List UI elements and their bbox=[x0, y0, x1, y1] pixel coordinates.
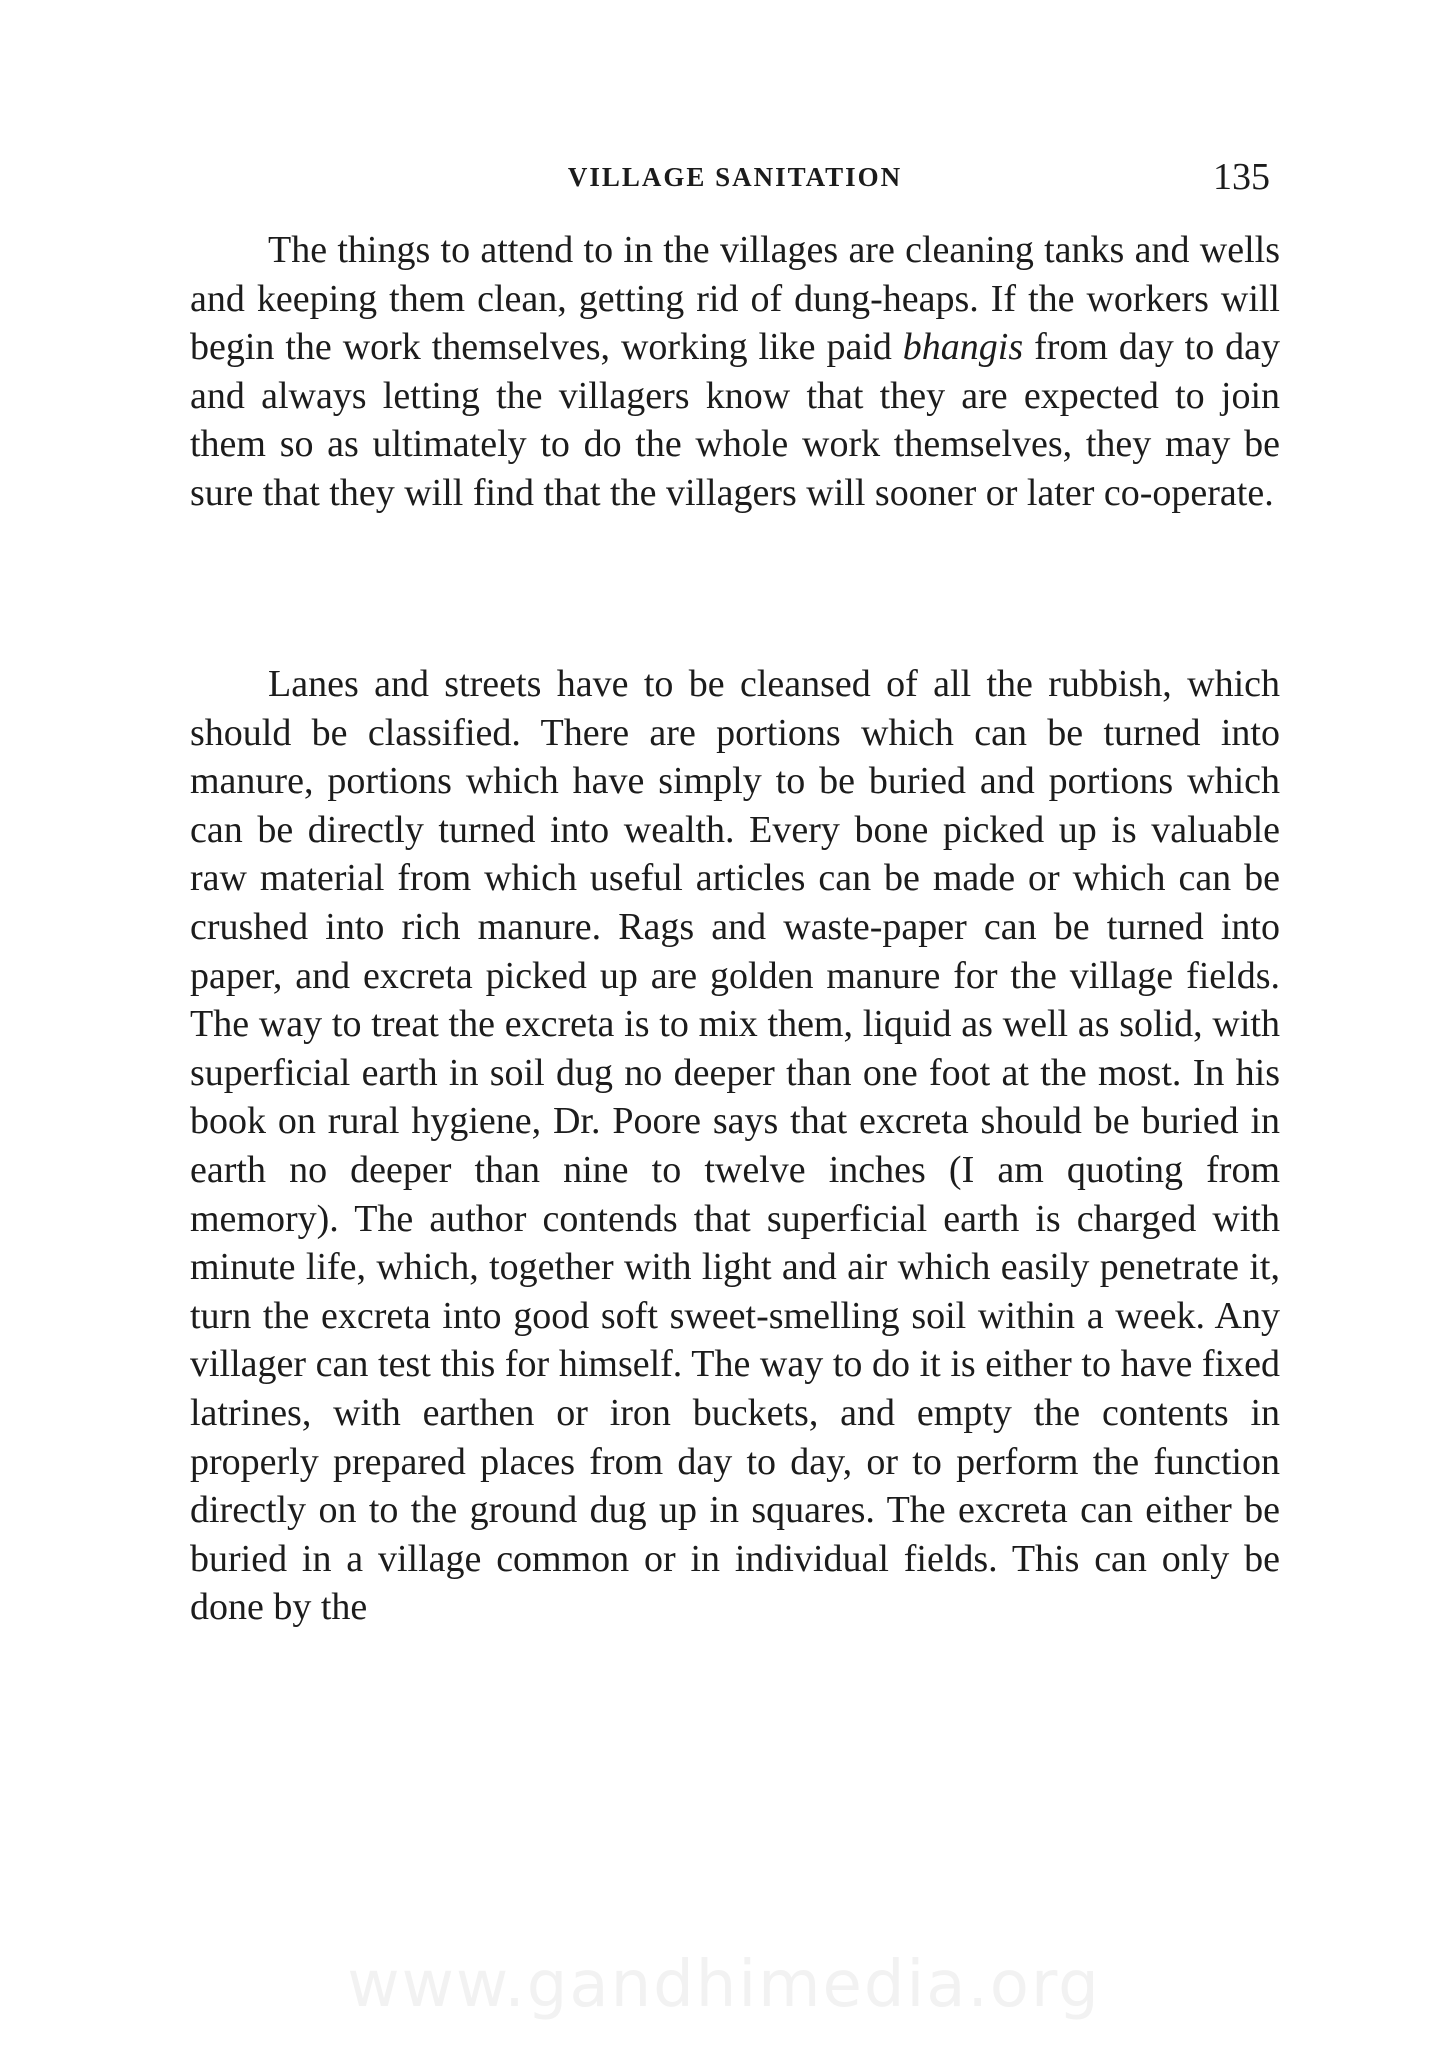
page-number: 135 bbox=[1213, 156, 1270, 198]
paragraph-1-text-start: The things to attend to in the villages are cleaning tanks and wells and keeping them clean, getting rid of dung-heaps. If the workers will begin the work themselves, working like paid bbox=[190, 229, 1280, 369]
watermark-text: www.gandhimedia.org bbox=[347, 1948, 1101, 2022]
paragraph-1-text-end: from day to day and always letting the villagers know that they are expected to join them so as ultimately to do the whole work themselves, they may be sure that they will find that the villagers will sooner or later co-operate. bbox=[190, 326, 1280, 514]
paragraph-1 bbox=[190, 226, 1280, 518]
running-title: VILLAGE SANITATION bbox=[567, 162, 903, 192]
running-head bbox=[190, 152, 1280, 202]
italic-term-bhangis: bhangis bbox=[902, 326, 1024, 369]
paragraph-2: Lanes and streets have to be cleansed of all the rubbish, which should be classified. There are portions which can be turned into manure, portions which have simply to be buried and portions which can be directly turned into wealth. Every bone picked up is valuable raw material from which useful articles can be made or which can be crushed into rich manure. Rags and waste-paper can be turned into paper, and excreta picked up are golden manure for the village fields. The way to treat the excreta is to mix them, liquid as well as solid, with superficial earth in soil dug no deeper than one foot at the most. In his book on rural hygiene, Dr. Poore says that excreta should be buried in earth no deeper than nine to twelve inches (I am quoting from memory). The author contends that superficial earth is charged with minute life, which, together with light and air which easily penetrate it, turn the excreta into good soft sweet-smelling soil within a week. Any villager can test this for himself. The way to do it is either to have fixed latrines, with earthen or iron buckets, and empty the contents in properly prepared places from day to day, or to perform the function directly on to the ground dug up in squares. The excreta can either be buried in a village common or in individual fields. This can only be done by the bbox=[190, 663, 1280, 1629]
